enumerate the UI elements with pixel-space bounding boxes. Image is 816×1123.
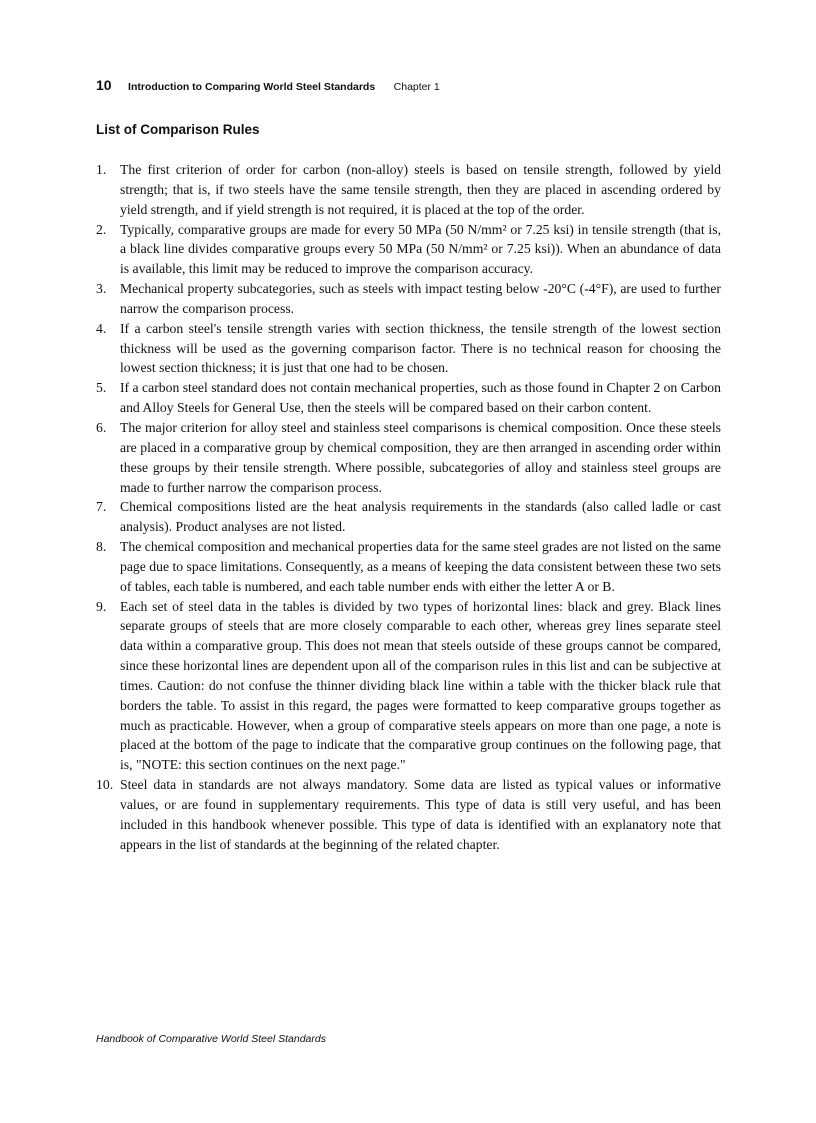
rule-item-3: [96, 279, 721, 319]
rule-number: 5.: [96, 380, 107, 396]
rule-number: 10.: [96, 777, 114, 793]
page-footer: Handbook of Comparative World Steel Standards: [96, 1033, 326, 1045]
page-header: [96, 77, 440, 95]
page-number: 10: [96, 77, 112, 93]
rule-text: Chemical compositions listed are the heat analysis requirements in the standards (also called ladle or cast analysis). Product analyses are not listed.: [120, 499, 721, 535]
rule-number: 9.: [96, 598, 107, 614]
comparison-rules-list: [96, 160, 721, 855]
running-title: Introduction to Comparing World Steel Standards: [128, 81, 376, 93]
rule-text: If a carbon steel's tensile strength varies with section thickness, the tensile strength of the lowest section thickness will be used as the governing comparison factor. There is no technical reason for choosing the lowest section thickness; it is just that one had to be chosen.: [120, 320, 721, 376]
rule-text: Each set of steel data in the tables is divided by two types of horizontal lines: black and grey. Black lines separate groups of steels that are more closely comparable to each other, whereas grey lines separate steel data within a comparative group. This does not mean that steels outside of these groups cannot be compared, since these horizontal lines are dependent upon all of the comparison rules in this list and can be subjective at times. Caution: do not confuse the thinner dividing black line within a table with the thicker black rule that borders the table. To assist in this regard, the pages were formatted to keep comparative groups together as much as practicable. However, when a group of comparative steels appears on more than one page, a note is placed at the bottom of the page to indicate that the comparative group continues on the following page, that is, "NOTE: this section continues on the next page.": [120, 598, 721, 773]
rule-number: 8.: [96, 539, 107, 555]
rule-number: 7.: [96, 499, 107, 515]
rule-item-1: [96, 160, 721, 220]
rule-text: Mechanical property subcategories, such as steels with impact testing below -20°C (-4°F), are used to further narrow the comparison process.: [120, 281, 721, 316]
rule-item-6: [96, 418, 721, 497]
rule-text: If a carbon steel standard does not contain mechanical properties, such as those found in Chapter 2 on Carbon and Alloy Steels for General Use, then the steels will be compared based on their carbon content.: [120, 380, 721, 416]
rule-number: 4.: [96, 320, 107, 336]
rule-text: The chemical composition and mechanical properties data for the same steel grades are not listed on the same page due to space limitations. Consequently, as a means of keeping the data consistent between these two sets of tables, each table is numbered, and each table number ends with either the letter A or B.: [120, 539, 721, 594]
section-title: List of Comparison Rules: [96, 122, 260, 137]
rule-item-5: [96, 378, 721, 418]
rule-text: Typically, comparative groups are made for every 50 MPa (50 N/mm² or 7.25 ksi) in tensile strength (that is, a black line divides comparative groups every 50 MPa (50 N/mm² or 7.25 ksi)). When an abundance of data is available, this limit may be reduced to improve the comparison accuracy.: [120, 221, 721, 277]
rule-text: The first criterion of order for carbon (non-alloy) steels is based on tensile strength, followed by yield strength; that is, if two steels have the same tensile strength, then they are placed in ascending ordered by yield strength, and if yield strength is not required, it is placed at the top of the order.: [120, 162, 721, 217]
rule-item-10: [96, 775, 721, 854]
rule-number: 6.: [96, 419, 107, 435]
rule-text: Steel data in standards are not always mandatory. Some data are listed as typical values or informative values, or are found in supplementary requirements. This type of data is still very useful, and has been included in this handbook whenever possible. This type of data is identified with an explanatory note that appears in the list of standards at the beginning of the related chapter.: [120, 777, 721, 852]
rule-number: 3.: [96, 281, 107, 297]
rule-text: The major criterion for alloy steel and stainless steel comparisons is chemical composition. Once these steels are placed in a comparative group by chemical composition, they are then arranged in ascending order within these groups by their tensile strength. Where possible, subcategories of alloy and stainless steel groups are made to further narrow the comparison process.: [120, 419, 721, 495]
rule-number: 2.: [96, 221, 107, 237]
chapter-label: Chapter 1: [393, 81, 440, 93]
rule-number: 1.: [96, 162, 107, 177]
rule-item-4: [96, 319, 721, 379]
rule-item-2: [96, 220, 721, 280]
rule-item-9: [96, 597, 721, 776]
rule-item-8: [96, 537, 721, 597]
rule-item-7: [96, 497, 721, 537]
